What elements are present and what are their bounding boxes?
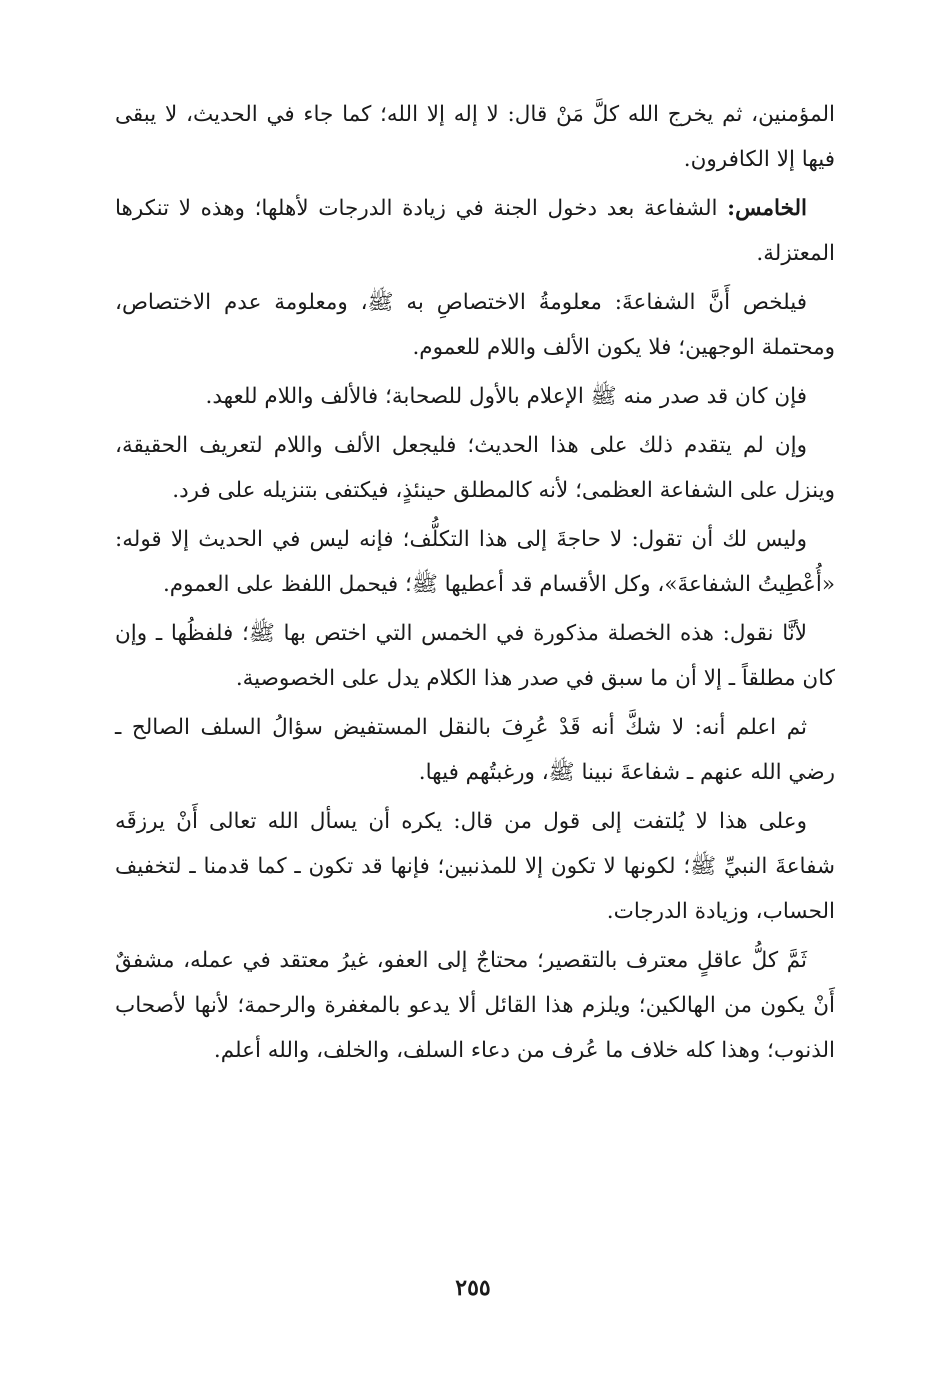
page-number: ٢٥٥ bbox=[455, 1275, 491, 1301]
paragraph-3: فيلخص أَنَّ الشفاعةَ: معلومةُ الاختصاصِ به ﷺ، ومعلومة عدم الاختصاص، ومحتملة الوجهين؛ فلا يكون الألف واللام للعموم. bbox=[115, 290, 835, 360]
paragraph-10: ثَمَّ كلُّ عاقلٍ معترف بالتقصير؛ محتاجٌ إلى العفو، غيرُ معتقد في عمله، مشفقٌ أَنْ يكون من الهالكين؛ ويلزم هذا القائل ألا يدعو بالمغفرة والرحمة؛ لأنها لأصحاب الذنوب؛ وهذا كله خلاف ما عُرف من دعاء السلف، والخلف، والله أعلم. bbox=[115, 948, 835, 1063]
paragraph-9: وعلى هذا لا يُلتفت إلى قول من قال: يكره أن يسأل الله تعالى أَنْ يرزقَه شفاعةَ النبيِّ ﷺ؛ لكونها لا تكون إلا للمذنبين؛ فإنها قد تكون ـ كما قدمنا ـ لتخفيف الحساب، وزيادة الدرجات. bbox=[115, 809, 835, 924]
paragraph-8: ثم اعلم أنه: لا شكَّ أنه قَدْ عُرِفَ بالنقل المستفيض سؤالُ السلف الصالح ـ رضي الله عنهم ـ شفاعةَ نبينا ﷺ، ورغبتُهم فيها. bbox=[115, 715, 835, 785]
paragraph-lead-word: الخامس: bbox=[727, 196, 807, 221]
paragraph-1: المؤمنين، ثم يخرج الله كلَّ مَنْ قال: لا إله إلا الله؛ كما جاء في الحديث، لا يبقى فيها إلا الكافرون. bbox=[115, 102, 835, 172]
paragraph-5: وإن لم يتقدم ذلك على هذا الحديث؛ فليجعل الألف واللام لتعريف الحقيقة، وينزل على الشفاعة العظمى؛ لأنه كالمطلق حينئذٍ، فيكتفى بتنزيله على فرد. bbox=[115, 433, 835, 503]
paragraph-4: فإن كان قد صدر منه ﷺ الإعلام بالأول للصحابة؛ فالألف واللام للعهد. bbox=[205, 384, 807, 409]
paragraph-6: وليس لك أن تقول: لا حاجةَ إلى هذا التكلُّف؛ فإنه ليس في الحديث إلا قوله: «أُعْطِيتُ الشفاعةَ»، وكل الأقسام قد أعطيها ﷺ؛ فيحمل اللفظ على العموم. bbox=[115, 527, 835, 597]
paragraph-7: لأنَّا نقول: هذه الخصلة مذكورة في الخمس التي اختص بها ﷺ؛ فلفظُها ـ وإن كان مطلقاً ـ إلا أن ما سبق في صدر هذا الكلام يدل على الخصوصية. bbox=[115, 621, 835, 691]
paragraph-2-text: الشفاعة بعد دخول الجنة في زيادة الدرجات لأهلها؛ وهذه لا تنكرها المعتزلة. bbox=[115, 196, 835, 266]
body-text bbox=[115, 92, 835, 1077]
paragraph-2 bbox=[115, 186, 835, 276]
